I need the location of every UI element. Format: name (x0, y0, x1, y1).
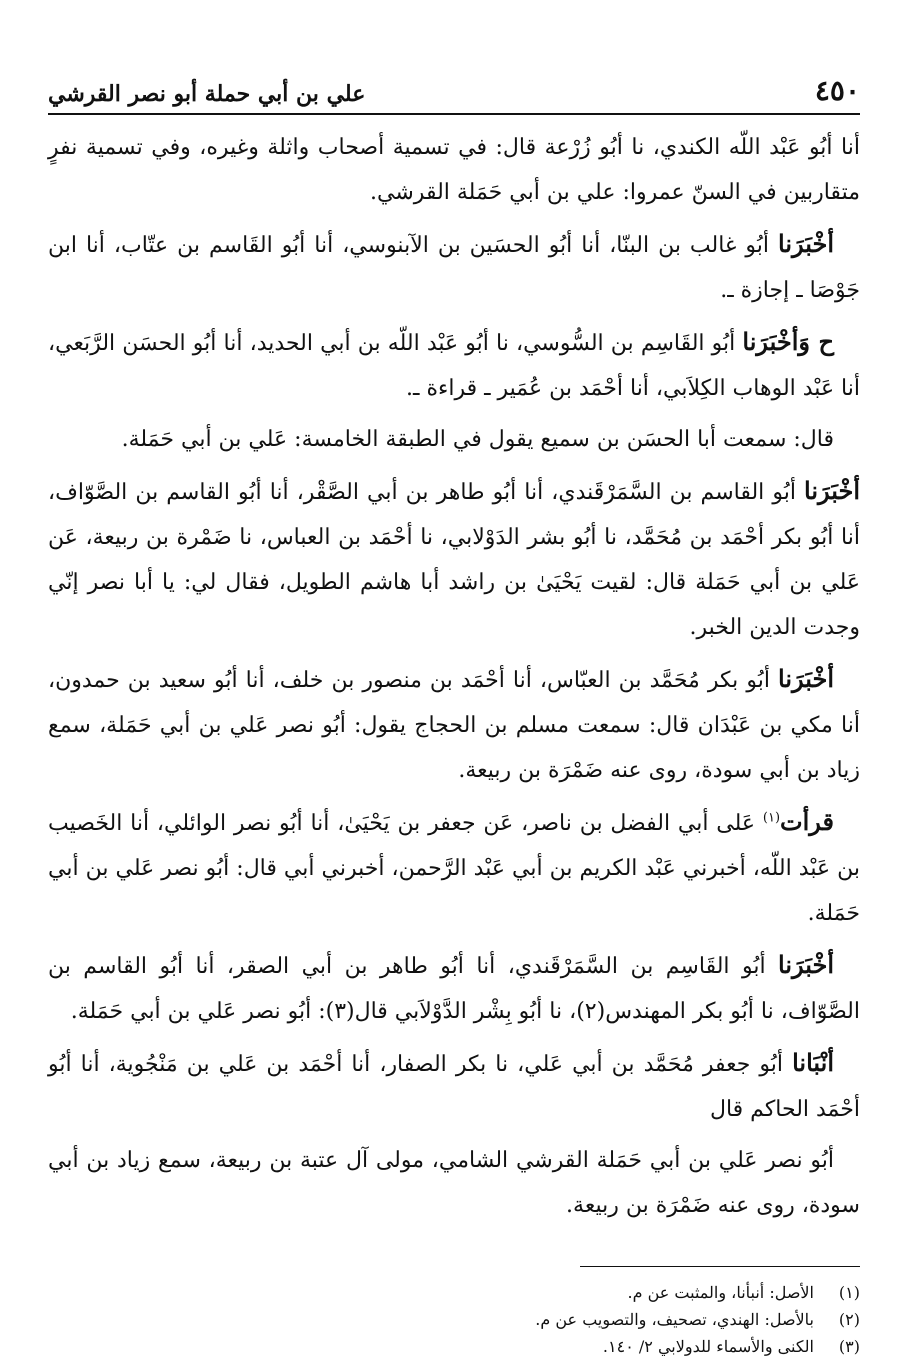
footnote-ref: (١) (762, 810, 781, 826)
paragraph-text: عَلى أبي الفضل بن ناصر، عَن جعفر بن يَحْيَىٰ، أنا أبُو نصر الوائلي، أنا الخَصيب بن عَبْد اللّه، أخبرني عَبْد الكريم بن أبي عَبْد الرَّحمن، أخبرني أبي قال: أبُو نصر عَلي بن أبي حَمَلة. (48, 811, 860, 926)
page-body (48, 125, 860, 1228)
footnote (48, 1279, 860, 1306)
paragraph-text: أبُو بكر مُحَمَّد بن العبّاس، أنا أحْمَد بن منصور بن خلف، أنا أبُو سعيد بن حمدون، أنا مكي بن عَبْدَان قال: سمعت مسلم بن الحجاج يقول: أبُو نصر عَلي بن أبي حَمَلة، سمع زياد بن أبي سودة، روى عنه ضَمْرَة بن ربيعة. (48, 668, 860, 783)
paragraph (48, 942, 860, 1034)
paragraph (48, 468, 860, 650)
paragraph (48, 1040, 860, 1132)
paragraph-text: أبُو القَاسِم بن السَّمَرْقَندي، أنا أبُو طاهر بن أبي الصقر، أنا أبُو القاسم بن الصَّوّاف، نا أبُو بكر المهندس(٢)، نا أبُو بِشْر الدَّوْلاَبي قال(٣): أبُو نصر عَلي بن أبي حَمَلة. (48, 954, 860, 1024)
footnote (48, 1333, 860, 1360)
page-number: ٤٥٠ (814, 74, 860, 107)
paragraph-text: أنا أبُو عَبْد اللّه الكندي، نا أبُو زُرْعة قال: في تسمية أصحاب واثلة وغيره، وفي تسمية نفرٍ متقاربين في السنّ عمروا: علي بن أبي حَمَلة القرشي. (48, 135, 860, 205)
footnote-number: (٢) (838, 1310, 860, 1329)
isnad-lead: أخْبَرَنا (778, 950, 834, 979)
footnote (48, 1306, 860, 1333)
footnotes (48, 1279, 860, 1360)
isnad-lead: أنْبَانا (792, 1048, 835, 1077)
isnad-lead: أخْبَرَنا (778, 229, 834, 258)
paragraph-text: أبُو نصر عَلي بن أبي حَمَلة القرشي الشامي، مولى آل عتبة بن ربيعة، سمع زياد بن أبي سودة، روى عنه ضَمْرَة بن ربيعة. (48, 1148, 860, 1218)
isnad-lead: أخْبَرَنا (778, 664, 834, 693)
footnote-number: (١) (838, 1283, 860, 1302)
paragraph (48, 125, 860, 215)
paragraph (48, 656, 860, 793)
paragraph-text: أبُو غالب بن البنّا، أنا أبُو الحسَين بن الآبنوسي، أنا أبُو القَاسم بن عتّاب، أنا ابن جَوْصَا ـ إجازة ـ. (48, 233, 860, 303)
paragraph (48, 319, 860, 411)
paragraph-text: أبُو جعفر مُحَمَّد بن أبي عَلي، نا بكر الصفار، أنا أحْمَد بن عَلي بن مَنْجُوية، أنا أبُو أحْمَد الحاكم قال (48, 1052, 860, 1122)
footnote-number: (٣) (838, 1337, 860, 1356)
footnote-text: الأصل: أنبأنا، والمثبت عن م. (627, 1283, 814, 1302)
paragraph (48, 417, 860, 462)
paragraph-text: أبُو القَاسِم بن السُّوسي، نا أبُو عَبْد اللّه بن أبي الحديد، أنا أبُو الحسَن الرَّبَعي، أنا عَبْد الوهاب الكِلاَبي، أنا أحْمَد بن عُمَير ـ قراءة ـ. (48, 331, 860, 401)
isnad-lead: ح وَأخْبَرَنا (742, 327, 834, 356)
footnote-text: الكنى والأسماء للدولابي ٢/ ١٤٠. (602, 1337, 814, 1356)
footnote-text: بالأصل: الهندي، تصحيف، والتصويب عن م. (535, 1310, 814, 1329)
paragraph (48, 799, 860, 936)
paragraph (48, 221, 860, 313)
paragraph-text: قال: سمعت أبا الحسَن بن سميع يقول في الطبقة الخامسة: عَلي بن أبي حَمَلة. (121, 427, 834, 452)
paragraph-text: أبُو القاسم بن السَّمَرْقَندي، أنا أبُو طاهر بن أبي الصَّقْر، أنا أبُو القاسم بن الصَّوّاف، أنا أبُو بكر أحْمَد بن مُحَمَّد، نا أبُو بشر الدَوْلابي، نا أحْمَد بن العباس، نا ضَمْرة بن ربيعة، عَن عَلي بن أبي حَمَلة قال: لقيت يَحْيَىٰ بن راشد أبا هاشم الطويل، فقال لي: يا أبا نصر إنّي وجدت الدين الخبر. (48, 480, 860, 640)
footnote-divider (580, 1266, 860, 1267)
paragraph (48, 1138, 860, 1228)
running-title: علي بن أبي حملة أبو نصر القرشي (48, 81, 366, 107)
isnad-lead: قرأت (780, 807, 834, 836)
isnad-lead: أخْبَرَنا (804, 476, 860, 505)
page-header (48, 74, 860, 115)
